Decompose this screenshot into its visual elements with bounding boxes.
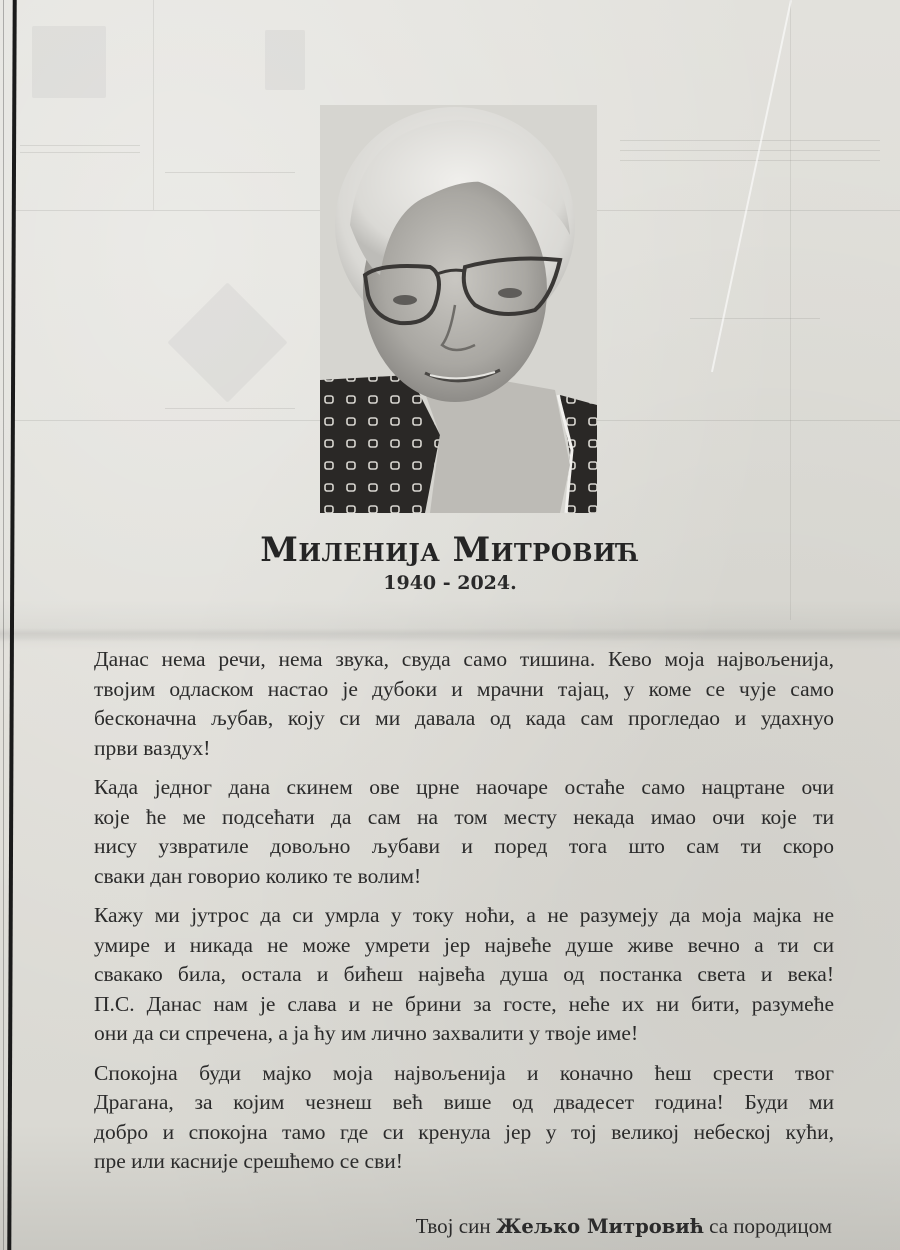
message-line: они да си спречена, а ја ћу им лично захвалити у твоје име! bbox=[94, 1021, 639, 1045]
ghost-photo bbox=[32, 26, 106, 98]
message-line: сваки дан говорио колико те волим! bbox=[94, 863, 422, 888]
signature-suffix: са породицом bbox=[709, 1214, 832, 1238]
signature-name: Жељко Митровић bbox=[495, 1215, 704, 1238]
ghost-text bbox=[620, 140, 880, 141]
ghost-text bbox=[165, 408, 295, 409]
ghost-column-rule bbox=[153, 0, 154, 210]
ghost-text bbox=[165, 172, 295, 173]
ghost-text bbox=[620, 160, 880, 161]
message-line: умире и никада не може умрети јер највеће душе живе вечно а ти си bbox=[94, 932, 834, 957]
message-line: Спокојна буди мајко моја највољенија и коначно ћеш срести твог bbox=[94, 1060, 834, 1085]
message-line: Кажу ми јутрос да си умрла у току ноћи, а не разумеју да моја мајка не bbox=[94, 903, 834, 927]
obituary-message bbox=[94, 645, 834, 1187]
message-line: твојим одласком настао је дубоки и мрачни тајац, у коме се чује само bbox=[94, 676, 834, 701]
message-line: добро и спокојна тамо где си кренула јер у тој великој небеској кући, bbox=[94, 1119, 834, 1144]
portrait-photo bbox=[320, 105, 597, 513]
left-border-rule bbox=[7, 0, 16, 1250]
ghost-column-rule bbox=[790, 0, 791, 620]
deceased-name: Миленија Митровић bbox=[260, 530, 640, 570]
ghost-text bbox=[690, 318, 820, 319]
message-paragraph bbox=[94, 773, 834, 891]
message-paragraph bbox=[94, 645, 834, 763]
life-dates: 1940 - 2024. bbox=[383, 572, 517, 594]
left-border-thin bbox=[3, 0, 4, 1250]
message-paragraph bbox=[94, 1059, 834, 1177]
message-line: Драгана, за којим чезнеш већ више од двадесет година! Буди ми bbox=[94, 1090, 834, 1114]
message-line: Када једног дана скинем ове црне наочаре остаће само нацртане очи bbox=[94, 775, 834, 799]
message-line: свакако била, остала и бићеш највећа душа од постанка света и века! bbox=[94, 962, 834, 986]
paper-fold bbox=[0, 628, 900, 642]
ghost-text bbox=[20, 152, 140, 153]
message-line: Данас нема речи, нема звука, свуда само тишина. Кево моја највољенија, bbox=[94, 647, 834, 671]
ghost-text bbox=[620, 150, 880, 151]
message-line: пре или касније срешћемо се сви! bbox=[94, 1149, 403, 1173]
ghost-photo bbox=[265, 30, 305, 90]
message-line: први ваздух! bbox=[94, 735, 211, 760]
signature bbox=[416, 1214, 832, 1239]
message-line: бесконачна љубав, коју си ми давала од када сам прогледао и удахнуо bbox=[94, 706, 834, 730]
message-paragraph bbox=[94, 901, 834, 1049]
message-line: П.С. Данас нам је слава и не брини за госте, неће их ни бити, разумеће bbox=[94, 991, 834, 1016]
paper-crease bbox=[711, 0, 792, 372]
message-line: нису узвратиле довољно љубави и поред тога што сам ти скоро bbox=[94, 834, 834, 858]
ghost-text bbox=[20, 145, 140, 146]
signature-prefix: Твој син bbox=[415, 1214, 491, 1238]
message-line: које ће ме подсећати да сам на том месту некада имао очи које ти bbox=[94, 804, 834, 829]
ghost-cross-ornament bbox=[167, 282, 287, 402]
